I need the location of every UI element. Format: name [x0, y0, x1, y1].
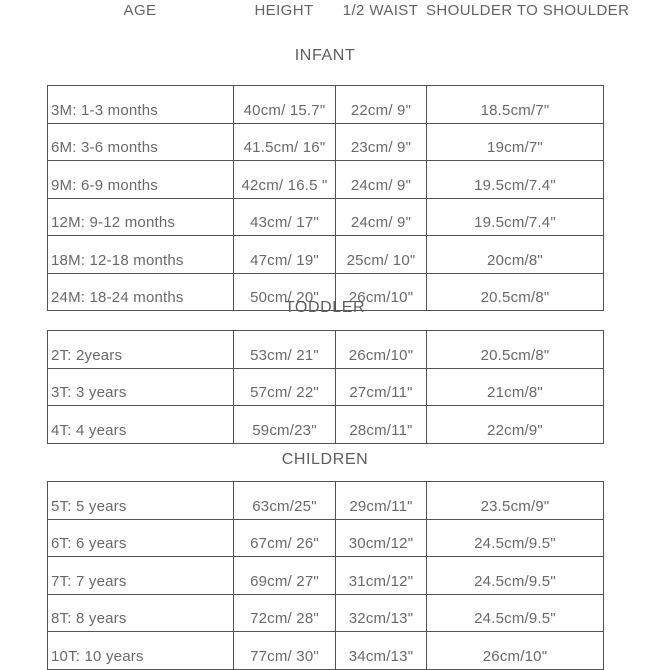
shoulder-cell: 19cm/7" — [427, 123, 604, 161]
shoulder-cell: 24.5cm/9.5" — [427, 557, 604, 595]
shoulder-cell: 22cm/9" — [427, 406, 604, 444]
section-title-infant: INFANT — [294, 47, 356, 64]
waist-cell: 24cm/ 9" — [336, 198, 427, 236]
age-cell: 6T: 6 years — [48, 519, 234, 557]
age-cell: 5T: 5 years — [48, 482, 234, 520]
column-header-row — [47, 2, 630, 19]
table-row — [48, 123, 604, 161]
shoulder-cell: 20.5cm/8" — [427, 273, 604, 311]
shoulder-cell: 24.5cm/9.5" — [427, 519, 604, 557]
shoulder-cell: 23.5cm/9" — [427, 482, 604, 520]
height-cell: 40cm/ 15.7" — [234, 86, 336, 124]
table-row — [48, 632, 604, 670]
shoulder-cell: 24.5cm/9.5" — [427, 594, 604, 632]
height-cell: 69cm/ 27" — [234, 557, 336, 595]
size-table-toddler — [47, 330, 604, 444]
height-cell: 41.5cm/ 16" — [234, 123, 336, 161]
table-row — [48, 594, 604, 632]
table-row — [48, 86, 604, 124]
age-cell: 4T: 4 years — [48, 406, 234, 444]
height-cell: 77cm/ 30" — [234, 632, 336, 670]
waist-cell: 32cm/13" — [336, 594, 427, 632]
table-row — [48, 331, 604, 369]
waist-cell: 31cm/12" — [336, 557, 427, 595]
height-cell: 43cm/ 17" — [234, 198, 336, 236]
column-header-shoulder: SHOULDER TO SHOULDER — [426, 2, 630, 19]
shoulder-cell: 26cm/10" — [427, 632, 604, 670]
age-cell: 18M: 12-18 months — [48, 236, 234, 274]
size-table-infant — [47, 85, 604, 311]
height-cell: 72cm/ 28" — [234, 594, 336, 632]
height-cell: 67cm/ 26" — [234, 519, 336, 557]
height-cell: 47cm/ 19" — [234, 236, 336, 274]
shoulder-cell: 20.5cm/8" — [427, 331, 604, 369]
age-cell: 3T: 3 years — [48, 368, 234, 406]
table-row — [48, 557, 604, 595]
height-cell: 53cm/ 21" — [234, 331, 336, 369]
column-header-age: AGE — [123, 2, 157, 19]
waist-cell: 28cm/11" — [336, 406, 427, 444]
waist-cell: 26cm/10" — [336, 331, 427, 369]
table-row — [48, 198, 604, 236]
height-cell: 50cm/ 20" — [234, 273, 336, 311]
age-cell: 10T: 10 years — [48, 632, 234, 670]
age-cell: 24M: 18-24 months — [48, 273, 234, 311]
age-cell: 9M: 6-9 months — [48, 161, 234, 199]
table-row — [48, 519, 604, 557]
height-cell: 57cm/ 22" — [234, 368, 336, 406]
waist-cell: 22cm/ 9" — [336, 86, 427, 124]
shoulder-cell: 20cm/8" — [427, 236, 604, 274]
age-cell: 12M: 9-12 months — [48, 198, 234, 236]
waist-cell: 34cm/13" — [336, 632, 427, 670]
table-row — [48, 368, 604, 406]
waist-cell: 23cm/ 9" — [336, 123, 427, 161]
waist-cell: 26cm/10" — [336, 273, 427, 311]
size-table-children — [47, 481, 604, 670]
age-cell: 2T: 2years — [48, 331, 234, 369]
height-cell: 59cm/23" — [234, 406, 336, 444]
waist-cell: 27cm/11" — [336, 368, 427, 406]
table-row — [48, 406, 604, 444]
age-cell: 3M: 1-3 months — [48, 86, 234, 124]
waist-cell: 30cm/12" — [336, 519, 427, 557]
shoulder-cell: 19.5cm/7.4" — [427, 198, 604, 236]
age-cell: 8T: 8 years — [48, 594, 234, 632]
height-cell: 63cm/25" — [234, 482, 336, 520]
height-cell: 42cm/ 16.5 " — [234, 161, 336, 199]
table-row — [48, 236, 604, 274]
table-row — [48, 161, 604, 199]
column-header-waist: 1/2 WAIST — [342, 2, 419, 19]
table-row — [48, 482, 604, 520]
waist-cell: 25cm/ 10" — [336, 236, 427, 274]
column-header-height: HEIGHT — [254, 2, 314, 19]
shoulder-cell: 18.5cm/7" — [427, 86, 604, 124]
shoulder-cell: 19.5cm/7.4" — [427, 161, 604, 199]
age-cell: 7T: 7 years — [48, 557, 234, 595]
section-title-children: CHILDREN — [281, 451, 369, 468]
waist-cell: 29cm/11" — [336, 482, 427, 520]
shoulder-cell: 21cm/8" — [427, 368, 604, 406]
waist-cell: 24cm/ 9" — [336, 161, 427, 199]
age-cell: 6M: 3-6 months — [48, 123, 234, 161]
section-title-toddler: TODDLER — [284, 299, 366, 316]
